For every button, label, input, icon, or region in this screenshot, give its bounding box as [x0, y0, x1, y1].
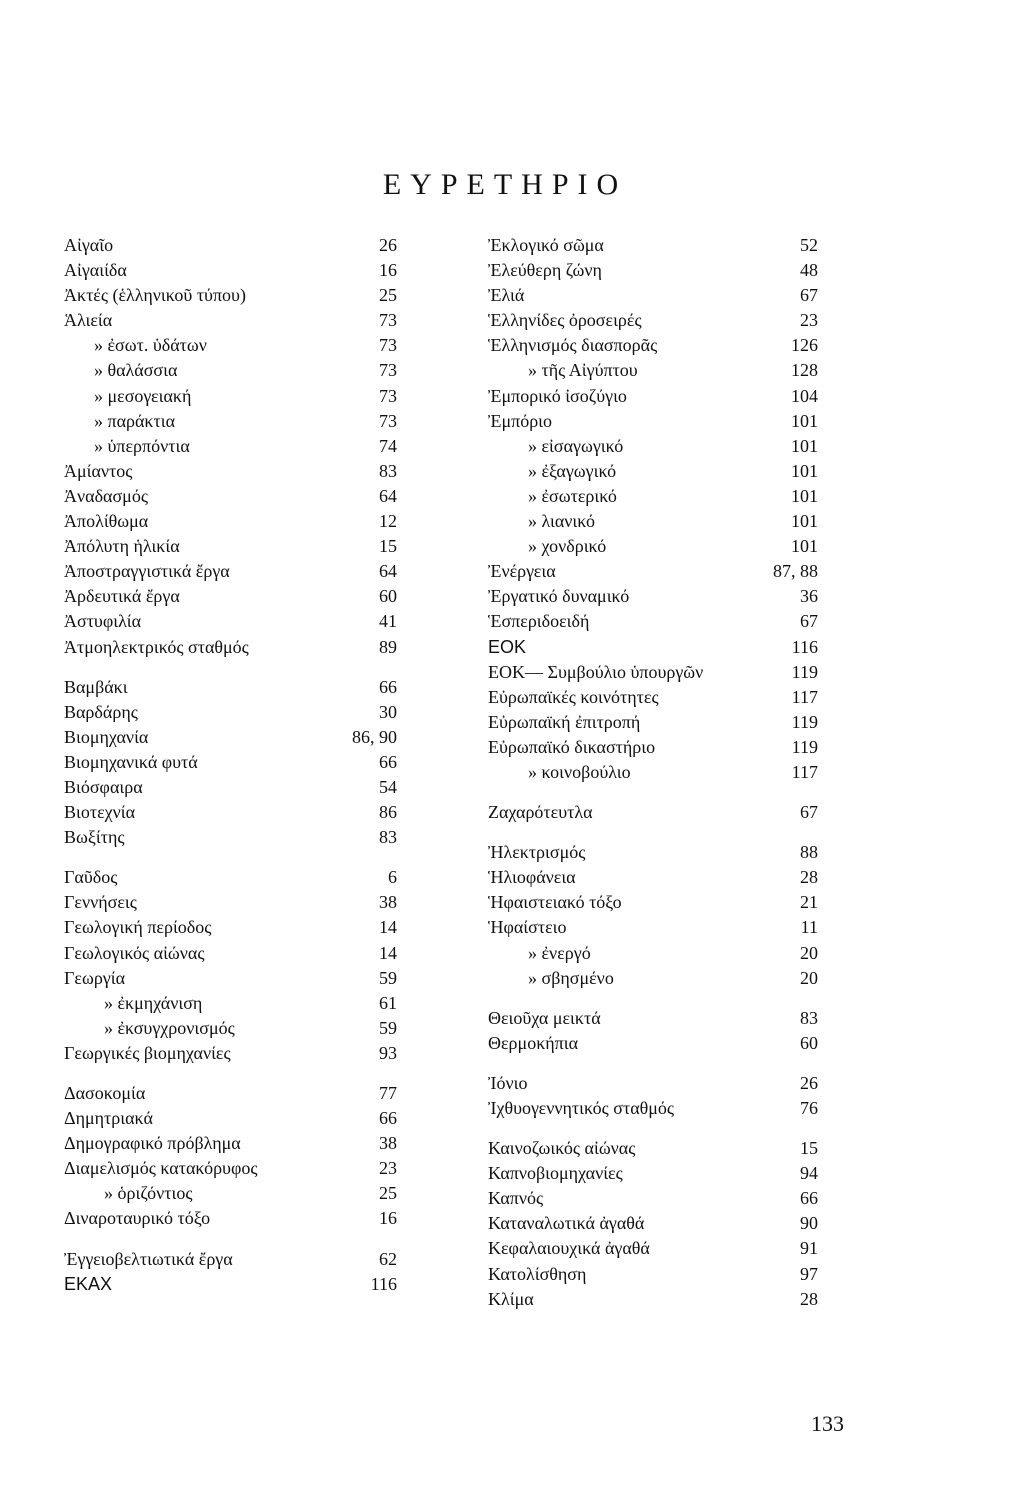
section-gap	[488, 825, 818, 840]
index-term: » χονδρικό	[528, 536, 607, 557]
index-term: Ἐκλογικό σῶμα	[488, 235, 604, 255]
index-entry	[64, 1041, 397, 1066]
index-term: Γεωλογική περίοδος	[64, 917, 212, 938]
index-page-ref: 66	[379, 1108, 397, 1129]
index-page-ref: 88	[800, 842, 818, 863]
index-entry	[488, 258, 818, 283]
index-entry	[488, 890, 818, 915]
section-gap	[64, 1066, 397, 1081]
index-page-ref: 66	[379, 751, 397, 772]
index-term: Ἀρδευτικά ἔργα	[64, 586, 180, 607]
index-term: » εἰσαγωγικό	[528, 435, 624, 456]
index-page-ref: 89	[379, 636, 397, 657]
section-gap	[64, 850, 397, 865]
index-entry	[64, 1206, 397, 1231]
index-term: Ἀτμοηλεκτρικός σταθμός	[64, 636, 249, 657]
section-gap	[488, 1056, 818, 1071]
index-entry	[488, 333, 818, 358]
index-page-ref: 86	[379, 802, 397, 823]
index-term: » κοινοβούλιο	[528, 761, 631, 782]
index-entry	[488, 1031, 818, 1056]
index-entry	[64, 966, 397, 991]
index-term: Ζαχαρότευτλα	[488, 802, 593, 823]
index-term: Αἰγαιίδα	[64, 260, 127, 281]
index-entry	[488, 1287, 818, 1312]
index-page-ref: 23	[800, 310, 818, 331]
index-term: » ἐκσυγχρονισμός	[104, 1017, 235, 1038]
index-term: » θαλάσσια	[94, 360, 178, 381]
index-subentry	[64, 384, 397, 409]
index-entry	[64, 750, 397, 775]
index-term: » μεσογειακή	[94, 385, 192, 406]
index-entry	[64, 890, 397, 915]
index-page-ref: 67	[800, 611, 818, 632]
index-column-right	[488, 233, 818, 1312]
index-subentry	[488, 358, 818, 383]
index-page-ref: 59	[379, 1017, 397, 1038]
index-term: Δημητριακά	[64, 1108, 153, 1129]
index-entry	[488, 609, 818, 634]
index-term: Εὐρωπαϊκές κοινότητες	[488, 686, 659, 707]
index-term: » ἐσωτ. ὑδάτων	[94, 335, 207, 356]
index-page-ref: 14	[379, 942, 397, 963]
index-term: Γεωργία	[64, 967, 126, 988]
index-subentry	[488, 534, 818, 559]
index-term: Εὐρωπαϊκή ἐπιτροπή	[488, 711, 641, 732]
index-entry	[488, 409, 818, 434]
index-entry	[488, 1096, 818, 1121]
index-page-ref: 104	[791, 385, 818, 406]
index-term: ΕΚΑΧ	[64, 1273, 113, 1294]
index-page-ref: 128	[791, 360, 818, 381]
index-entry	[64, 825, 397, 850]
index-term: Καπνός	[488, 1188, 544, 1209]
index-page-ref: 116	[791, 636, 818, 657]
index-entry	[64, 233, 397, 258]
index-entry	[488, 1071, 818, 1096]
index-page-ref: 41	[379, 611, 397, 632]
index-subentry	[488, 760, 818, 785]
index-term: Ἐνέργεια	[488, 561, 556, 582]
index-entry	[64, 534, 397, 559]
index-term: Ἀκτές (ἑλληνικοῦ τύπου)	[64, 285, 246, 306]
page-title: ΕΥΡΕΤΗΡΙΟ	[382, 168, 628, 201]
index-page-ref: 59	[379, 967, 397, 988]
index-entry	[64, 865, 397, 890]
index-term: Γεωλογικός αἰώνας	[64, 942, 205, 963]
section-gap	[64, 1232, 397, 1247]
index-entry	[488, 308, 818, 333]
index-term: » ἐκμηχάνιση	[104, 992, 203, 1013]
index-term: Κλίμα	[488, 1288, 534, 1309]
index-entry	[64, 509, 397, 534]
index-term: Διναροταυρικό τόξο	[64, 1208, 211, 1229]
index-entry	[64, 308, 397, 333]
index-term: Ἐμπορικό ἰσοζύγιο	[488, 385, 627, 406]
index-page-ref: 119	[791, 661, 818, 682]
index-page-ref: 52	[800, 235, 818, 255]
index-term: » σβησμένο	[528, 967, 614, 988]
index-term: Βιομηχανικά φυτά	[64, 751, 198, 772]
index-subentry	[488, 459, 818, 484]
index-page-ref: 28	[800, 1288, 818, 1309]
index-page-ref: 94	[800, 1163, 818, 1184]
index-page-ref: 16	[379, 260, 397, 281]
index-page-ref: 62	[379, 1248, 397, 1269]
index-page-ref: 119	[791, 711, 818, 732]
index-subentry	[64, 333, 397, 358]
index-page-ref: 91	[800, 1238, 818, 1259]
index-entry	[64, 941, 397, 966]
index-page-ref: 28	[800, 867, 818, 888]
index-entry	[64, 800, 397, 825]
index-page-ref: 48	[800, 260, 818, 281]
index-page-ref: 86, 90	[352, 726, 397, 747]
index-page-ref: 64	[379, 561, 397, 582]
index-subentry	[488, 509, 818, 534]
index-entry	[64, 725, 397, 750]
index-subentry	[64, 358, 397, 383]
index-entry	[64, 635, 397, 660]
index-entry	[64, 584, 397, 609]
index-entry	[64, 1131, 397, 1156]
index-term: Ἐργατικό δυναμικό	[488, 586, 630, 607]
index-term: Αἰγαῖο	[64, 235, 114, 255]
index-term: Ἀμίαντος	[64, 460, 133, 481]
index-entry	[488, 1006, 818, 1031]
index-term: Ἠλεκτρισμός	[488, 842, 586, 863]
index-entry	[488, 635, 818, 660]
index-page-ref: 26	[379, 235, 397, 255]
index-term: ΕΟΚ— Συμβούλιο ὑπουργῶν	[488, 661, 704, 682]
index-entry	[64, 700, 397, 725]
index-term: » παράκτια	[94, 410, 176, 431]
index-term: Ἑλληνίδες ὀροσειρές	[488, 310, 642, 331]
index-page-ref: 93	[379, 1042, 397, 1063]
index-page-ref: 21	[800, 892, 818, 913]
index-entry	[64, 1081, 397, 1106]
index-entry	[488, 1211, 818, 1236]
index-page-ref: 126	[791, 335, 818, 356]
index-term: Ἀπόλυτη ἡλικία	[64, 536, 180, 557]
index-subentry	[488, 434, 818, 459]
index-term: Δημογραφικό πρόβλημα	[64, 1133, 241, 1154]
index-term: ΕΟΚ	[488, 636, 527, 657]
index-page-ref: 67	[800, 285, 818, 306]
index-term: Ἰχθυογεννητικός σταθμός	[488, 1098, 675, 1118]
index-term: Ἑλληνισμός διασπορᾶς	[488, 335, 658, 356]
index-entry	[488, 735, 818, 760]
index-entry	[488, 800, 818, 825]
index-page-ref: 16	[379, 1208, 397, 1229]
index-term: Γεωργικές βιομηχανίες	[64, 1042, 231, 1063]
index-term: Ἐλεύθερη ζώνη	[488, 260, 602, 281]
index-entry	[488, 1161, 818, 1186]
index-page-ref: 6	[388, 867, 397, 888]
index-page-ref: 76	[800, 1098, 818, 1118]
index-page-ref: 25	[379, 1183, 397, 1204]
index-subentry	[64, 1016, 397, 1041]
index-entry	[64, 459, 397, 484]
index-page-ref: 101	[791, 410, 818, 431]
index-page-ref: 15	[379, 536, 397, 557]
index-term: Ἀναδασμός	[64, 485, 148, 506]
section-gap	[64, 660, 397, 675]
index-page-ref: 60	[800, 1032, 818, 1053]
index-term: Βαμβάκι	[64, 676, 128, 697]
index-term: Θερμοκήπια	[488, 1032, 579, 1053]
index-entry	[488, 1262, 818, 1287]
index-term: » ὁριζόντιος	[104, 1183, 193, 1204]
index-term: Διαμελισμός κατακόρυφος	[64, 1158, 258, 1179]
index-page-ref: 119	[791, 736, 818, 757]
index-page-ref: 14	[379, 917, 397, 938]
index-page-ref: 83	[800, 1007, 818, 1028]
index-term: Ἁλιεία	[64, 310, 113, 331]
index-entry	[488, 1236, 818, 1261]
index-page-ref: 101	[791, 435, 818, 456]
index-entry	[488, 915, 818, 940]
index-entry	[64, 1106, 397, 1131]
index-page-ref: 66	[800, 1188, 818, 1209]
index-page-ref: 83	[379, 460, 397, 481]
index-page-ref: 25	[379, 285, 397, 306]
index-term: Βωξίτης	[64, 827, 125, 848]
index-entry	[64, 1272, 397, 1297]
index-term: Κεφαλαιουχικά ἀγαθά	[488, 1238, 650, 1259]
index-page-ref: 117	[791, 686, 818, 707]
section-gap	[488, 785, 818, 800]
index-entry	[488, 1186, 818, 1211]
index-entry	[488, 710, 818, 735]
index-page-ref: 30	[379, 701, 397, 722]
index-entry	[488, 283, 818, 308]
index-page-ref: 83	[379, 827, 397, 848]
index-term: Ἐλιά	[488, 285, 525, 306]
index-page-ref: 60	[379, 586, 397, 607]
index-page-ref: 64	[379, 485, 397, 506]
index-entry	[488, 685, 818, 710]
index-term: » ἐξαγωγικό	[528, 460, 617, 481]
index-page-ref: 36	[800, 586, 818, 607]
index-page-ref: 116	[370, 1273, 397, 1294]
index-term: Ἀπολίθωμα	[64, 511, 149, 532]
index-term: Γεννήσεις	[64, 892, 137, 913]
index-entry	[64, 484, 397, 509]
index-entry	[64, 915, 397, 940]
index-page-ref: 77	[379, 1083, 397, 1103]
index-term: » ἐνεργό	[528, 942, 591, 963]
index-term: » τῆς Αἰγύπτου	[528, 360, 638, 381]
index-term: Βαρδάρης	[64, 701, 138, 722]
index-page-ref: 12	[379, 511, 397, 532]
index-entry	[488, 559, 818, 584]
index-column-left	[64, 233, 397, 1297]
index-page-ref: 73	[379, 360, 397, 381]
index-entry	[64, 283, 397, 308]
index-term: Θειοῦχα μεικτά	[488, 1007, 601, 1028]
index-subentry	[64, 434, 397, 459]
index-term: Ἐγγειοβελτιωτικά ἔργα	[64, 1248, 233, 1269]
index-term: Ἡφαιστειακό τόξο	[488, 892, 622, 913]
index-entry	[488, 660, 818, 685]
index-term: Καπνοβιομηχανίες	[488, 1163, 623, 1184]
index-entry	[488, 840, 818, 865]
index-page-ref: 101	[791, 511, 818, 532]
index-page-ref: 38	[379, 892, 397, 913]
index-entry	[488, 384, 818, 409]
index-term: Ἀστυφιλία	[64, 611, 142, 632]
index-term: Βιόσφαιρα	[64, 776, 143, 797]
index-entry	[488, 865, 818, 890]
section-gap	[488, 1121, 818, 1136]
index-term: » λιανικό	[528, 511, 595, 532]
index-term: Κατολίσθηση	[488, 1263, 587, 1284]
index-page-ref: 23	[379, 1158, 397, 1179]
index-page-ref: 15	[800, 1138, 818, 1159]
index-term: Ἡλιοφάνεια	[488, 867, 576, 888]
index-page-ref: 26	[800, 1072, 818, 1093]
index-entry	[64, 1247, 397, 1272]
index-term: Ἀποστραγγιστικά ἔργα	[64, 561, 230, 582]
index-entry	[488, 584, 818, 609]
index-entry	[64, 609, 397, 634]
index-entry	[488, 1136, 818, 1161]
index-page-ref: 67	[800, 802, 818, 823]
index-page-ref: 87, 88	[773, 561, 818, 582]
index-entry	[64, 559, 397, 584]
index-entry	[488, 233, 818, 258]
index-term: Γαῦδος	[64, 867, 118, 888]
index-page-ref: 117	[791, 761, 818, 782]
page-number: 133	[811, 1411, 844, 1436]
index-term: Καινοζωικός αἰώνας	[488, 1138, 636, 1159]
index-page-ref: 73	[379, 385, 397, 406]
index-term: Ἰόνιο	[488, 1072, 528, 1093]
index-entry	[64, 775, 397, 800]
index-page-ref: 101	[791, 485, 818, 506]
index-page-ref: 90	[800, 1213, 818, 1234]
index-entry	[64, 1156, 397, 1181]
index-page-ref: 61	[379, 992, 397, 1013]
index-subentry	[488, 966, 818, 991]
index-page-ref: 74	[379, 435, 397, 456]
index-term: Βιομηχανία	[64, 726, 149, 747]
index-term: Ἑσπεριδοειδή	[488, 611, 590, 632]
index-page-ref: 20	[800, 967, 818, 988]
index-subentry	[64, 1181, 397, 1206]
index-subentry	[488, 941, 818, 966]
index-term: Ἐμπόριο	[488, 410, 553, 431]
index-subentry	[488, 484, 818, 509]
index-page-ref: 101	[791, 536, 818, 557]
index-page-ref: 11	[800, 917, 818, 938]
index-term: » ἐσωτερικό	[528, 485, 617, 506]
index-subentry	[64, 409, 397, 434]
index-page-ref: 73	[379, 410, 397, 431]
index-page-ref: 38	[379, 1133, 397, 1154]
index-term: Βιοτεχνία	[64, 802, 136, 823]
index-page-ref: 73	[379, 310, 397, 331]
section-gap	[488, 991, 818, 1006]
index-entry	[64, 675, 397, 700]
index-term: Δασοκομία	[64, 1083, 146, 1103]
index-page-ref: 20	[800, 942, 818, 963]
index-term: Εὐρωπαϊκό δικαστήριο	[488, 736, 656, 757]
index-subentry	[64, 991, 397, 1016]
index-term: Ἡφαίστειο	[488, 917, 567, 938]
index-page-ref: 73	[379, 335, 397, 356]
index-page-ref: 101	[791, 460, 818, 481]
index-page-ref: 54	[379, 776, 397, 797]
index-term: Καταναλωτικά ἀγαθά	[488, 1213, 645, 1234]
index-entry	[64, 258, 397, 283]
index-term: » ὑπερπόντια	[94, 435, 190, 456]
index-page-ref: 66	[379, 676, 397, 697]
index-page-ref: 97	[800, 1263, 818, 1284]
